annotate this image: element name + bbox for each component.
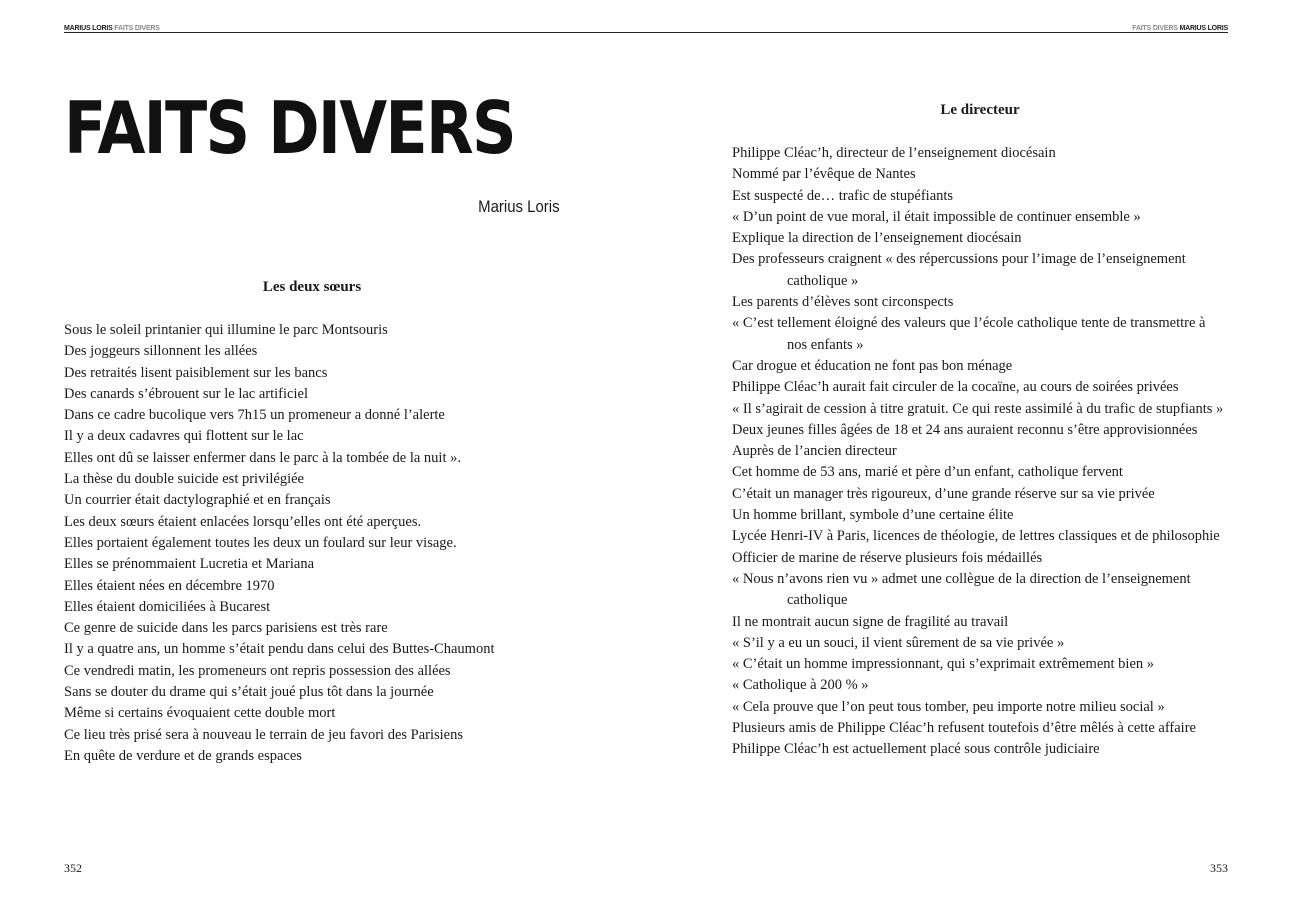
text-line: Elles se prénommaient Lucretia et Mariana [64,556,315,573]
text-line: Elles ont dû se laisser enfermer dans le parc à la tombée de la nuit ». [64,449,461,466]
text-line: « Cela prouve que l’on peut tous tomber, peu importe notre milieu social » [732,698,1165,715]
text-line: Un courrier était dactylographié et en français [64,492,331,509]
text-line: Lycée Henri-IV à Paris, licences de théologie, de lettres classiques et de philosophie [732,528,1220,545]
text-line: « Il s’agirait de cession à titre gratuit. Ce qui reste assimilé à du trafic de stupfiants » [732,400,1224,417]
text-line: Il ne montrait aucun signe de fragilité au travail [732,613,1009,630]
text-line: Même si certains évoquaient cette double mort [64,705,336,722]
text-line: Sans se douter du drame qui s’était joué plus tôt dans la journée [64,684,434,701]
text-line: « S’il y a eu un souci, il vient sûrement de sa vie privée » [732,634,1065,651]
left-running-header [64,25,160,32]
story-body-left [64,320,584,767]
text-line: Les deux sœurs étaient enlacées lorsqu’elles ont été aperçues. [64,513,422,530]
text-line: « C’était un homme impressionnant, qui s’exprimait extrêmement bien » [732,656,1155,673]
header-author: MARIUS LORIS [64,25,113,32]
text-line: Elles étaient domiciliées à Bucarest [64,598,271,615]
text-line: Ce genre de suicide dans les parcs parisiens est très rare [64,620,388,637]
text-line: « Nous n’avons rien vu » admet une collègue de la direction de l’enseignement catholique [732,570,1191,609]
text-line: Les parents d’élèves sont circonspects [732,294,954,311]
text-line: Cet homme de 53 ans, marié et père d’un enfant, catholique fervent [732,464,1123,481]
page-title: FAITS DIVERS [64,86,515,170]
text-line: Plusieurs amis de Philippe Cléac’h refusent toutefois d’être mêlés à cette affaire [732,720,1196,737]
text-line: Car drogue et éducation ne font pas bon ménage [732,357,1013,374]
byline: Marius Loris [478,197,560,216]
text-line: Ce vendredi matin, les promeneurs ont repris possession des allées [64,662,451,679]
page-number-right: 353 [1210,861,1228,875]
text-line: C’était un manager très rigoureux, d’une grande réserve sur sa vie privée [732,485,1155,502]
text-line: Philippe Cléac’h aurait fait circuler de la cocaïne, au cours de soirées privées [732,379,1179,396]
header-section: FAITS DIVERS [1132,25,1178,32]
story-title-left: Les deux sœurs [262,279,362,295]
text-line: Il y a deux cadavres qui flottent sur le lac [64,428,304,445]
text-line: Des joggeurs sillonnent les allées [64,343,258,360]
left-header-rule [64,32,646,33]
text-line: « C’est tellement éloigné des valeurs que l’école catholique tente de transmettre à nos enfants » [732,315,1206,353]
text-line: Est suspecté de… trafic de stupéfiants [732,187,954,204]
text-line: « Catholique à 200 % » [732,677,869,694]
text-line: Explique la direction de l’enseignement diocésain [732,230,1022,247]
right-running-header [1132,25,1228,32]
text-line: Des canards s’ébrouent sur le lac artificiel [64,385,308,402]
text-line: Des retraités lisent paisiblement sur les bancs [64,364,328,381]
text-line: En quête de verdure et de grands espaces [64,747,302,764]
page-number-left: 352 [64,861,82,875]
header-section: FAITS DIVERS [114,25,160,32]
text-line: Un homme brillant, symbole d’une certaine élite [732,507,1014,524]
right-header-rule [646,32,1228,33]
text-line: Elles portaient également toutes les deux un foulard sur leur visage. [64,534,457,551]
text-line: Philippe Cléac’h, directeur de l’enseignement diocésain [732,145,1056,161]
text-line: La thèse du double suicide est privilégiée [64,471,304,488]
text-line: Ce lieu très prisé sera à nouveau le terrain de jeu favori des Parisiens [64,726,464,743]
story-body-right [732,143,1228,761]
text-line: Il y a quatre ans, un homme s’était pendu dans celui des Buttes-Chaumont [64,641,495,658]
text-line: Officier de marine de réserve plusieurs fois médaillés [732,549,1043,566]
text-line: Auprès de l’ancien directeur [732,443,897,460]
text-line: « D’un point de vue moral, il était impossible de continuer ensemble » [732,208,1141,225]
text-line: Sous le soleil printanier qui illumine le parc Montsouris [64,322,388,338]
header-author: MARIUS LORIS [1179,25,1228,32]
text-line: Des professeurs craignent « des répercussions pour l’image de l’enseignement catholique » [732,251,1186,289]
text-line: Philippe Cléac’h est actuellement placé sous contrôle judiciaire [732,741,1100,758]
text-line: Deux jeunes filles âgées de 18 et 24 ans auraient reconnu s’être approvisionnées [732,421,1198,438]
text-line: Nommé par l’évêque de Nantes [732,166,916,183]
story-title-right: Le directeur [940,102,1020,118]
text-line: Dans ce cadre bucolique vers 7h15 un promeneur a donné l’alerte [64,407,445,424]
text-line: Elles étaient nées en décembre 1970 [64,577,275,594]
